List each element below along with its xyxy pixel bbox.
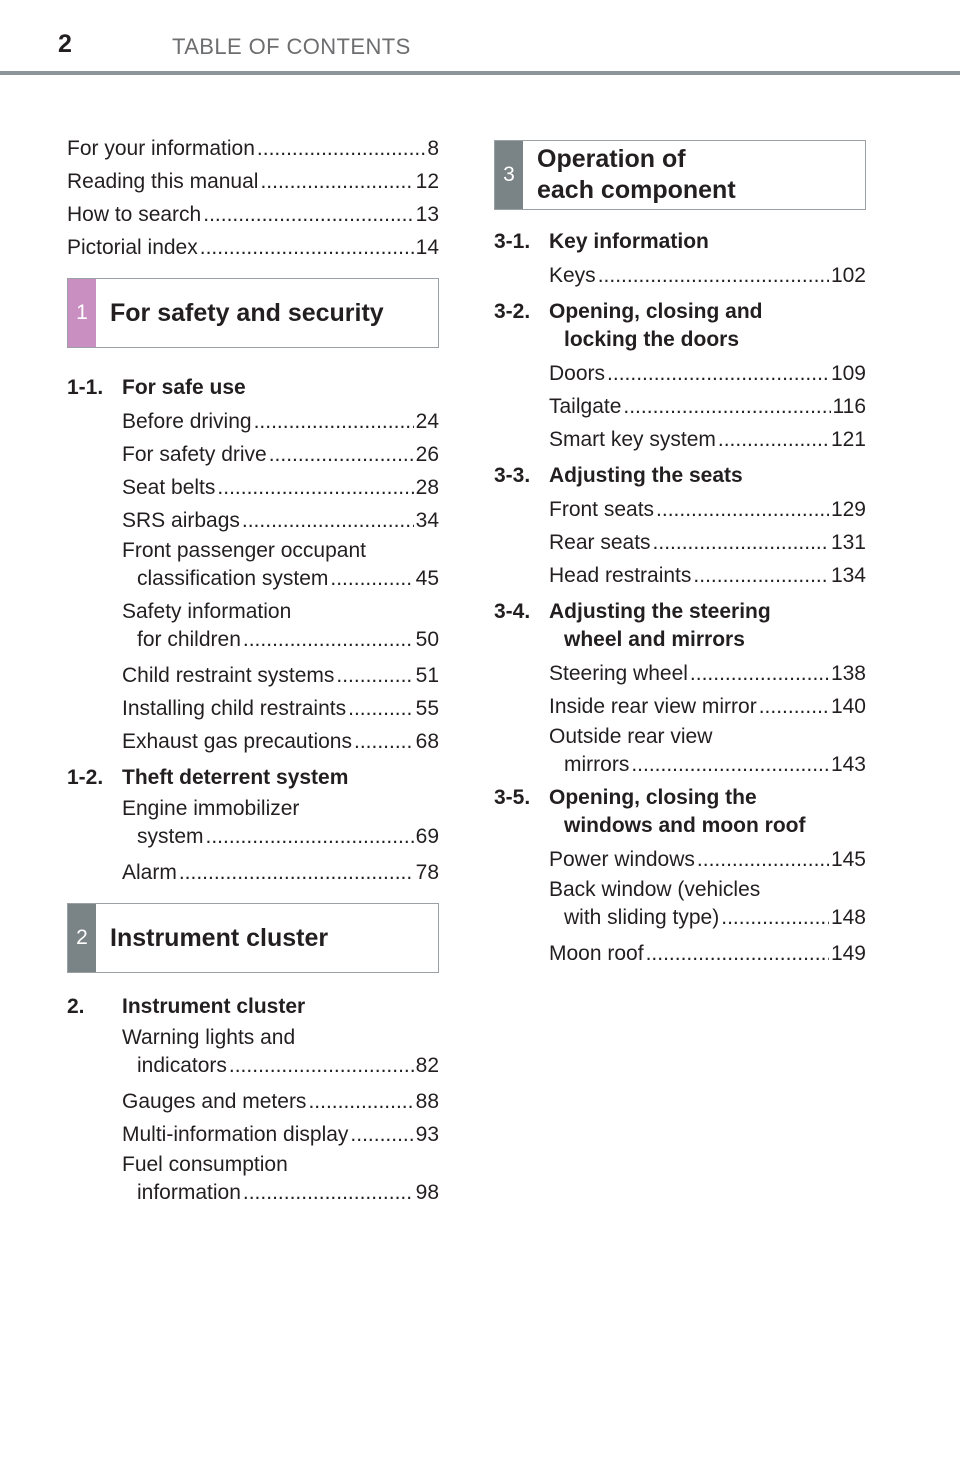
toc-entry[interactable]: Power windows ..... 145 [549, 843, 866, 876]
section-heading: 3-2. Opening, closing and locking the doors [494, 300, 763, 351]
section-items [67, 1024, 439, 1207]
toc-entry[interactable]: Installing child restraints ..... 55 [122, 692, 439, 725]
section-items [67, 405, 439, 758]
section-heading: 3-1. Key information [494, 230, 709, 253]
section-heading: 1-1. For safe use [67, 376, 246, 399]
toc-entry[interactable]: Tailgate ..... 116 [549, 390, 866, 423]
toc-entry[interactable]: Front seats ..... 129 [549, 493, 866, 526]
toc-entry[interactable]: Gauges and meters ..... 88 [122, 1085, 439, 1118]
page-header-title: TABLE OF CONTENTS [172, 34, 411, 59]
toc-entry[interactable]: SRS airbags ..... 34 [122, 504, 439, 537]
toc-entry[interactable]: Exhaust gas precautions ..... 68 [122, 725, 439, 758]
section-items [494, 357, 866, 456]
section-heading: 1-2. Theft deterrent system [67, 766, 349, 789]
chapter-title: Operation of each component [537, 145, 736, 204]
toc-entry-multiline[interactable]: Engine immobilizer system ..... 69 [122, 795, 439, 851]
toc-entry-multiline[interactable]: Warning lights and indicators ..... 82 [122, 1024, 439, 1080]
toc-entry[interactable]: Seat belts ..... 28 [122, 471, 439, 504]
toc-entry[interactable]: Before driving ..... 24 [122, 405, 439, 438]
section-items [494, 493, 866, 592]
toc-entry[interactable]: Moon roof ..... 149 [549, 937, 866, 970]
chapter-2-box[interactable] [67, 903, 439, 973]
toc-entry[interactable]: How to search ..... 13 [67, 198, 439, 231]
toc-entry[interactable]: Pictorial index ..... 14 [67, 231, 439, 264]
toc-entry[interactable]: Steering wheel ..... 138 [549, 657, 866, 690]
toc-entry[interactable]: For your information ..... 8 [67, 132, 439, 165]
toc-entry[interactable]: Reading this manual ..... 12 [67, 165, 439, 198]
chapter-3-box[interactable] [494, 140, 866, 210]
toc-entry-multiline[interactable]: Fuel consumption information ..... 98 [122, 1151, 439, 1207]
toc-entry[interactable]: Rear seats ..... 131 [549, 526, 866, 559]
toc-entry[interactable]: Head restraints ..... 134 [549, 559, 866, 592]
section-heading: 3-3. Adjusting the seats [494, 464, 743, 487]
chapter-tab: 2 [68, 904, 96, 972]
intro-list [67, 132, 439, 264]
section-heading: 2. Instrument cluster [67, 995, 306, 1018]
header-rule [0, 71, 960, 75]
section-heading: 3-4. Adjusting the steering wheel and mirrors [494, 600, 771, 651]
section-items [494, 259, 866, 292]
toc-entry[interactable]: For safety drive ..... 26 [122, 438, 439, 471]
toc-entry[interactable]: Keys ..... 102 [549, 259, 866, 292]
chapter-title: Instrument cluster [110, 923, 329, 952]
toc-entry-multiline[interactable]: Front passenger occupant classification system ..... 45 [122, 537, 439, 593]
chapter-tab: 3 [495, 141, 523, 209]
section-items [67, 795, 439, 889]
chapter-tab: 1 [68, 279, 96, 347]
toc-entry[interactable]: Multi-information display ..... 93 [122, 1118, 439, 1151]
toc-entry[interactable]: Smart key system ..... 121 [549, 423, 866, 456]
left-column [67, 132, 439, 1212]
toc-entry[interactable]: Child restraint systems ..... 51 [122, 659, 439, 692]
toc-entry-multiline[interactable]: Back window (vehicles with sliding type) ..... 148 [549, 876, 866, 932]
chapter-title: For safety and security [110, 298, 384, 327]
right-column [494, 140, 866, 970]
toc-entry[interactable]: Inside rear view mirror ..... 140 [549, 690, 866, 723]
toc-entry[interactable]: Doors ..... 109 [549, 357, 866, 390]
page-number: 2 [58, 30, 72, 58]
toc-entry[interactable]: Alarm ..... 78 [122, 856, 439, 889]
section-heading: 3-5. Opening, closing the windows and moon roof [494, 786, 806, 837]
section-items [494, 843, 866, 970]
toc-entry-multiline[interactable]: Safety information for children ..... 50 [122, 598, 439, 654]
section-items [494, 657, 866, 779]
toc-entry-multiline[interactable]: Outside rear view mirrors ..... 143 [549, 723, 866, 779]
chapter-1-box[interactable] [67, 278, 439, 348]
